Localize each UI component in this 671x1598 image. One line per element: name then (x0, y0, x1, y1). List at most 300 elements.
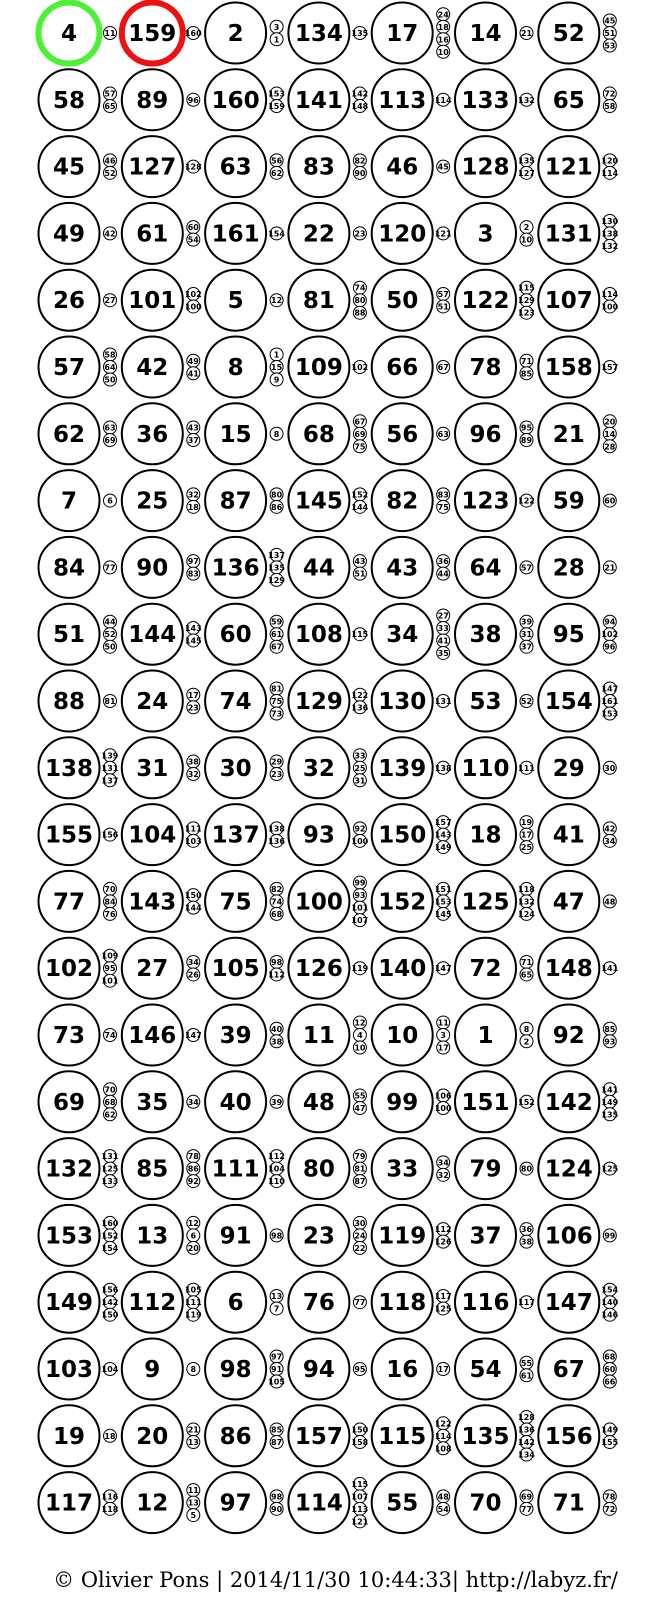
maze-cell[interactable] (288, 804, 368, 865)
maze-cell[interactable] (122, 604, 202, 665)
maze-cell[interactable] (372, 1405, 452, 1466)
maze-cell[interactable] (122, 3, 202, 64)
maze-cell[interactable] (205, 1205, 283, 1266)
hint-number: 111 (184, 824, 202, 834)
maze-cell[interactable] (205, 1272, 283, 1333)
hint-number: 37 (187, 436, 199, 446)
hint-number: 152 (518, 1097, 535, 1107)
maze-cell[interactable] (372, 938, 452, 999)
hint-number: 132 (518, 897, 535, 907)
hint-number: 161 (601, 697, 619, 706)
maze-cell[interactable] (288, 537, 366, 598)
hint-number: 43 (187, 423, 199, 433)
cell-number: 134 (294, 21, 343, 47)
maze-cell[interactable] (205, 938, 285, 999)
maze-cell[interactable] (39, 1339, 119, 1400)
cell-number: 16 (386, 1357, 419, 1383)
hint-number: 51 (604, 29, 616, 38)
maze-cell[interactable] (205, 270, 283, 331)
maze-cell[interactable] (288, 604, 368, 665)
cell-number: 138 (44, 755, 94, 782)
hint-number: 125 (101, 1164, 119, 1174)
maze-cell[interactable] (39, 537, 117, 598)
hint-number: 86 (187, 1164, 199, 1174)
maze-cell[interactable] (538, 1339, 616, 1400)
maze-cell[interactable] (455, 203, 533, 264)
maze-cell[interactable] (122, 671, 200, 732)
maze-cell[interactable] (39, 337, 117, 398)
cell-number: 118 (378, 1290, 427, 1317)
maze-cell[interactable] (372, 203, 452, 264)
hint-number: 101 (101, 976, 119, 986)
maze-cell[interactable] (39, 69, 117, 130)
maze-cell[interactable] (538, 3, 616, 64)
maze-cell[interactable] (205, 69, 285, 130)
hint-number: 80 (271, 490, 283, 500)
maze-cell[interactable] (455, 1472, 533, 1533)
cell-number: 143 (128, 889, 177, 916)
maze-cell[interactable] (39, 1138, 119, 1199)
cell-number: 100 (294, 889, 343, 916)
maze-cell[interactable] (372, 470, 450, 531)
maze-cell[interactable] (538, 1472, 616, 1533)
maze-cell[interactable] (538, 871, 616, 932)
maze-cell[interactable] (205, 1071, 283, 1132)
maze-cell[interactable] (288, 1405, 368, 1466)
cell-number: 95 (552, 622, 585, 649)
cell-number: 136 (211, 555, 260, 582)
hint-number: 58 (604, 102, 616, 112)
maze-cell[interactable] (122, 1339, 200, 1400)
maze-cell[interactable] (288, 136, 366, 197)
maze-cell[interactable] (455, 1405, 535, 1466)
cell-number: 29 (552, 755, 585, 782)
hint-number: 127 (518, 168, 535, 178)
maze-cell[interactable] (122, 1071, 200, 1132)
footer-credit: © Olivier Pons | 2014/11/30 10:44:33| http://labyz.fr/ (53, 1568, 618, 1592)
maze-cell[interactable] (288, 270, 366, 331)
hint-number: 118 (518, 884, 535, 894)
hint-number: 11 (187, 1486, 199, 1496)
hint-number: 104 (101, 1365, 119, 1374)
hint-number: 114 (434, 1431, 452, 1441)
hint-number: 91 (271, 1365, 283, 1374)
maze-cell[interactable] (39, 671, 117, 732)
hint-number: 37 (520, 642, 533, 652)
maze-cell[interactable] (372, 1339, 450, 1400)
maze-cell[interactable] (288, 871, 368, 932)
hint-number: 90 (271, 1504, 283, 1514)
cell-number: 28 (552, 555, 585, 582)
maze-cell[interactable] (455, 804, 533, 865)
maze-cell[interactable] (372, 1071, 452, 1132)
hint-number: 159 (268, 102, 285, 112)
maze-cell[interactable] (205, 337, 283, 398)
maze-cell[interactable] (39, 737, 119, 798)
hint-number: 70 (104, 1085, 116, 1095)
maze-cell[interactable] (455, 3, 533, 64)
maze-cell[interactable] (39, 1005, 117, 1066)
cell-number: 91 (219, 1223, 252, 1250)
cell-number: 113 (378, 87, 427, 114)
hint-number: 94 (604, 617, 616, 627)
maze-cell[interactable] (538, 270, 618, 331)
cell-number: 153 (44, 1223, 94, 1250)
maze-cell[interactable] (538, 1071, 618, 1132)
maze-cell[interactable] (372, 270, 450, 331)
maze-cell[interactable] (372, 1205, 452, 1266)
hint-number: 144 (351, 502, 369, 512)
maze-cell[interactable] (538, 470, 616, 531)
cell-number: 80 (302, 1156, 335, 1183)
hint-number: 83 (437, 490, 449, 500)
maze-cell[interactable] (122, 1138, 200, 1199)
cell-number: 84 (52, 555, 86, 582)
hint-number: 13 (271, 1291, 283, 1301)
maze-cell[interactable] (455, 871, 535, 932)
maze-cell[interactable] (372, 69, 452, 130)
cell-number: 12 (136, 1490, 169, 1517)
hint-number: 49 (187, 356, 199, 366)
maze-cell[interactable] (122, 871, 202, 932)
maze-cell[interactable] (205, 537, 285, 598)
hint-number: 99 (604, 1231, 616, 1241)
maze-cell[interactable] (205, 203, 285, 264)
maze-cell[interactable] (39, 136, 117, 197)
hint-number: 114 (601, 168, 619, 178)
cell-number: 79 (469, 1156, 502, 1183)
maze-cell[interactable] (372, 337, 450, 398)
maze-cell[interactable] (455, 69, 535, 130)
hint-number: 93 (354, 891, 366, 901)
hint-number: 71 (520, 957, 533, 967)
maze-cell[interactable] (372, 604, 450, 665)
hint-number: 120 (601, 156, 619, 166)
maze-cell[interactable] (455, 470, 535, 531)
maze-cell[interactable] (205, 1339, 285, 1400)
maze-cell[interactable] (39, 604, 117, 665)
hint-number: 8 (190, 1365, 197, 1374)
cell-number: 82 (386, 488, 419, 515)
maze-cell[interactable] (205, 136, 283, 197)
maze-cell[interactable] (538, 604, 618, 665)
maze-cell[interactable] (205, 403, 283, 464)
maze-cell[interactable] (372, 403, 450, 464)
maze-cell[interactable] (122, 737, 200, 798)
hint-number: 109 (101, 951, 119, 961)
maze-cell[interactable] (288, 1205, 366, 1266)
maze-cell[interactable] (538, 136, 618, 197)
hint-number: 68 (271, 909, 283, 919)
hint-number: 31 (520, 630, 533, 640)
maze-cell[interactable] (538, 203, 618, 264)
hint-number: 22 (354, 1243, 366, 1253)
maze-cell[interactable] (122, 1472, 200, 1533)
maze-cell[interactable] (538, 737, 616, 798)
maze-cell[interactable] (288, 470, 368, 531)
maze-cell[interactable] (538, 1205, 616, 1266)
hint-number: 144 (184, 903, 202, 913)
maze-cell[interactable] (205, 804, 285, 865)
hint-number: 55 (354, 1091, 366, 1101)
maze-cell[interactable] (288, 938, 368, 999)
hint-number: 80 (520, 1164, 533, 1174)
hint-number: 145 (184, 636, 202, 646)
maze-cell[interactable] (205, 1005, 283, 1066)
hint-number: 74 (354, 283, 366, 293)
maze-cell[interactable] (288, 1272, 366, 1333)
maze-cell[interactable] (288, 737, 366, 798)
maze-cell[interactable] (288, 1472, 368, 1533)
hint-number: 79 (354, 1152, 366, 1162)
maze-cell[interactable] (288, 1339, 366, 1400)
cell-number: 74 (219, 689, 252, 715)
maze-cell[interactable] (205, 871, 283, 932)
hint-number: 67 (271, 642, 283, 652)
maze-cell[interactable] (122, 403, 200, 464)
hint-number: 60 (187, 223, 199, 233)
maze-cell[interactable] (372, 1005, 450, 1066)
hint-number: 150 (184, 891, 202, 901)
maze-cell[interactable] (122, 1272, 202, 1333)
maze-cell[interactable] (372, 1138, 450, 1199)
maze-cell[interactable] (288, 403, 366, 464)
hint-number: 61 (271, 630, 283, 640)
maze-cell[interactable] (39, 1405, 117, 1466)
hint-number: 17 (437, 1043, 449, 1053)
hint-number: 10 (437, 47, 449, 57)
hint-number: 51 (437, 302, 449, 312)
cell-number: 85 (136, 1156, 169, 1183)
cell-number: 23 (302, 1223, 335, 1250)
maze-cell[interactable] (538, 337, 618, 398)
hint-number: 68 (104, 1097, 116, 1107)
maze-cell[interactable] (455, 136, 535, 197)
maze-cell[interactable] (455, 270, 535, 331)
hint-number: 137 (268, 550, 285, 560)
maze-cell[interactable] (455, 1339, 533, 1400)
cell-number: 36 (136, 421, 169, 448)
maze-cell[interactable] (372, 804, 452, 865)
maze-cell[interactable] (538, 1005, 616, 1066)
maze-cell[interactable] (39, 470, 117, 531)
maze-cell[interactable] (122, 804, 202, 865)
cell-number: 161 (211, 221, 260, 248)
maze-cell[interactable] (122, 938, 200, 999)
maze-cell[interactable] (372, 737, 452, 798)
hint-number: 90 (354, 168, 366, 178)
cell-number: 149 (44, 1290, 94, 1317)
maze-cell[interactable] (288, 1071, 366, 1132)
hint-number: 100 (601, 302, 619, 312)
hint-number: 77 (354, 1298, 366, 1308)
hint-number: 35 (437, 648, 449, 658)
cell-number: 92 (552, 1023, 585, 1049)
hint-number: 147 (434, 964, 452, 974)
hint-number: 95 (520, 423, 533, 433)
maze-cell[interactable] (39, 403, 117, 464)
cell-number: 25 (136, 488, 169, 515)
cell-number: 140 (378, 956, 427, 983)
hint-number: 52 (104, 630, 116, 640)
hint-number: 135 (268, 563, 285, 573)
hint-number: 149 (601, 1425, 619, 1435)
maze-cell[interactable] (122, 1005, 202, 1066)
maze-cell[interactable] (122, 337, 200, 398)
hint-number: 155 (601, 1438, 619, 1448)
maze-cell[interactable] (538, 1272, 618, 1333)
maze-cell[interactable] (372, 871, 452, 932)
maze-cell[interactable] (39, 1272, 119, 1333)
hint-number: 129 (518, 296, 535, 306)
hint-number: 143 (434, 830, 452, 840)
maze-cell[interactable] (288, 203, 366, 264)
cell-number: 51 (52, 622, 86, 649)
hint-number: 137 (101, 776, 119, 786)
cell-number: 5 (227, 288, 244, 315)
cell-number: 62 (52, 421, 86, 448)
maze-cell[interactable] (538, 938, 618, 999)
maze-cell[interactable] (205, 1472, 283, 1533)
maze-cell[interactable] (39, 938, 119, 999)
hint-number: 106 (434, 1091, 452, 1101)
maze-cell[interactable] (455, 1272, 535, 1333)
maze-cell[interactable] (122, 470, 200, 531)
maze-cell[interactable] (205, 604, 283, 665)
hint-number: 126 (434, 1237, 452, 1247)
hint-number: 93 (604, 1037, 616, 1047)
cell-number: 117 (44, 1490, 94, 1517)
maze-cell[interactable] (122, 537, 200, 598)
maze-cell[interactable] (455, 671, 533, 732)
maze-cell[interactable] (538, 671, 618, 732)
maze-cell[interactable] (122, 1205, 200, 1266)
maze-cell[interactable] (122, 69, 200, 130)
maze-cell[interactable] (122, 203, 200, 264)
cell-number: 106 (544, 1223, 593, 1250)
maze-cell[interactable] (122, 136, 202, 197)
hint-number: 10 (520, 235, 533, 245)
cell-number: 98 (219, 1357, 252, 1383)
maze-cell[interactable] (39, 3, 117, 64)
maze-cell[interactable] (205, 1138, 285, 1199)
maze-cell[interactable] (39, 270, 117, 331)
maze-cell[interactable] (288, 1005, 366, 1066)
maze-cell[interactable] (455, 537, 533, 598)
maze-cell[interactable] (538, 69, 616, 130)
hint-number: 131 (101, 1152, 119, 1162)
maze-cell[interactable] (288, 3, 368, 64)
hint-number: 2 (523, 223, 530, 233)
hint-number: 42 (604, 824, 616, 834)
hint-number: 25 (354, 763, 366, 773)
cell-number: 72 (469, 956, 502, 983)
maze-cell[interactable] (122, 1405, 200, 1466)
cell-number: 96 (469, 421, 502, 448)
maze-cell[interactable] (455, 938, 533, 999)
maze-cell[interactable] (205, 3, 283, 64)
maze-cell[interactable] (288, 337, 368, 398)
hint-number: 18 (437, 22, 449, 32)
hint-number: 85 (520, 369, 533, 379)
maze-cell[interactable] (39, 871, 117, 932)
hint-number: 32 (187, 770, 199, 780)
maze-cell[interactable] (288, 671, 368, 732)
cell-number: 2 (227, 21, 244, 47)
hint-number: 128 (184, 162, 202, 172)
cell-number: 131 (544, 221, 593, 248)
maze-cell[interactable] (455, 604, 533, 665)
hint-number: 42 (104, 229, 116, 239)
hint-number: 82 (271, 884, 283, 894)
hint-number: 160 (101, 1218, 119, 1228)
maze-cell[interactable] (455, 1138, 533, 1199)
cell-number: 89 (136, 87, 169, 114)
hint-number: 115 (518, 283, 535, 293)
maze-cell[interactable] (455, 1071, 535, 1132)
maze-cell[interactable] (538, 804, 616, 865)
hint-number: 107 (351, 916, 369, 926)
maze-cell[interactable] (538, 1138, 618, 1199)
maze-cell[interactable] (455, 737, 535, 798)
hint-number: 134 (518, 1450, 535, 1460)
maze-cell[interactable] (372, 136, 450, 197)
cell-number: 48 (302, 1089, 335, 1116)
cell-number: 43 (386, 555, 419, 582)
maze-cell[interactable] (455, 1205, 533, 1266)
maze-cell[interactable] (205, 671, 283, 732)
hint-number: 32 (187, 490, 199, 500)
maze-cell[interactable] (455, 337, 533, 398)
hint-number: 34 (187, 1097, 199, 1107)
maze-cell[interactable] (122, 270, 202, 331)
hint-number: 9 (273, 375, 280, 385)
maze-cell[interactable] (39, 203, 117, 264)
maze-cell[interactable] (205, 1405, 283, 1466)
maze-cell[interactable] (205, 737, 283, 798)
maze-cell[interactable] (39, 804, 119, 865)
hint-number: 16 (437, 35, 449, 45)
hint-number: 24 (354, 1231, 366, 1241)
maze-cell[interactable] (39, 1205, 119, 1266)
maze-cell[interactable] (288, 69, 368, 130)
maze-cell[interactable] (455, 1005, 533, 1066)
maze-cell[interactable] (39, 1071, 117, 1132)
maze-cell[interactable] (372, 537, 450, 598)
maze-cell[interactable] (39, 1472, 119, 1533)
hint-number: 57 (104, 89, 116, 99)
maze-cell[interactable] (372, 1472, 450, 1533)
maze-cell[interactable] (538, 1405, 618, 1466)
hint-number: 36 (520, 1225, 533, 1235)
maze-cell[interactable] (455, 403, 533, 464)
maze-cell[interactable] (205, 470, 283, 531)
maze-cell[interactable] (372, 3, 450, 64)
hint-number: 23 (187, 703, 199, 713)
cell-number: 56 (386, 421, 419, 448)
maze-cell[interactable] (288, 1138, 366, 1199)
hint-number: 62 (104, 1110, 116, 1120)
cell-number: 119 (378, 1223, 427, 1250)
cell-number: 9 (144, 1357, 161, 1383)
hint-number: 72 (604, 1504, 616, 1514)
cell-number: 87 (219, 488, 252, 515)
cell-number: 160 (211, 87, 260, 114)
maze-cell[interactable] (372, 1272, 452, 1333)
maze-cell[interactable] (538, 537, 616, 598)
maze-cell[interactable] (538, 403, 616, 464)
maze-cell[interactable] (372, 671, 452, 732)
